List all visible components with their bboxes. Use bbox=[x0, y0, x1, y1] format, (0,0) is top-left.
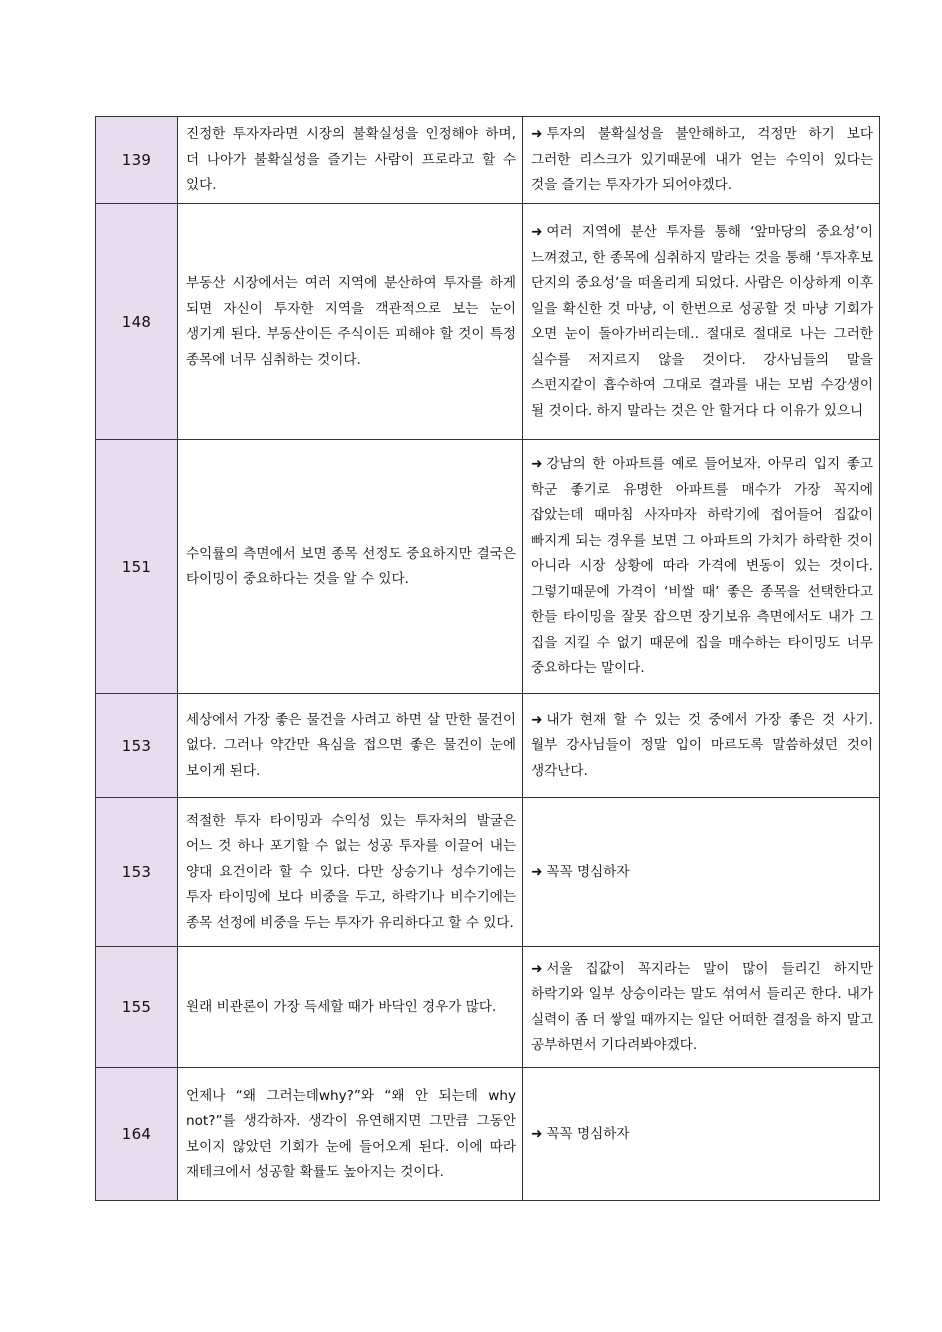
table-row bbox=[96, 440, 880, 694]
note-text: 내가 현재 할 수 있는 것 중에서 가장 좋은 것 사기. 월부 강사님들이 정말 입이 마르도록 말씀하셨던 것이 생각난다. bbox=[531, 711, 873, 779]
arrow-right-icon: ➜ bbox=[531, 126, 543, 143]
quote-cell: 적절한 투자 타이밍과 수익성 있는 투자처의 발굴은 어느 것 하나 포기할 수 없는 성공 투자를 이끌어 내는 양대 요건이라 할 수 있다. 다만 상승기나 성수기에는 투자 타이밍에 보다 비중을 두고, 하락기나 비수기에는 종목 선정에 비중을 두는 투자가 유리하다고 할 수 있다. bbox=[178, 798, 523, 947]
quote-cell: 원래 비관론이 가장 득세할 때가 바닥인 경우가 많다. bbox=[178, 947, 523, 1068]
note-cell bbox=[523, 1068, 880, 1201]
table-row bbox=[96, 947, 880, 1068]
arrow-right-icon: ➜ bbox=[531, 863, 543, 880]
quote-cell: 세상에서 가장 좋은 물건을 사려고 하면 살 만한 물건이 없다. 그러나 약간만 욕심을 접으면 좋은 물건이 눈에 보이게 된다. bbox=[178, 694, 523, 798]
reading-notes-table bbox=[95, 116, 880, 1201]
note-cell bbox=[523, 798, 880, 947]
note-text: 꼭꼭 명심하자 bbox=[546, 1125, 630, 1142]
note-cell bbox=[523, 117, 880, 204]
note-text: 여러 지역에 분산 투자를 통해 ‘앞마당의 중요성’이 느껴졌고, 한 종목에 심취하지 말라는 것을 통해 ‘투자후보 단지의 중요성’을 떠올리게 되었다. 사람은 이상하게 이후 일을 확신한 것 마냥, 이 한번으로 성공할 것 마냥 기회가 오면 눈이 돌아가버리는데.. 절대로 절대로 나는 그러한 실수를 저지르지 않을 것이다. 강사님들의 말을 스펀지같이 흡수하여 그대로 결과를 내는 모범 수강생이 될 것이다. 하지 말라는 것은 안 할거다 다 이유가 있으니 bbox=[531, 224, 873, 419]
page-number-cell: 139 bbox=[96, 117, 178, 204]
note-text: 강남의 한 아파트를 예로 들어보자. 아무리 입지 좋고 학군 좋기로 유명한 아파트를 매수가 가장 꼭지에 잡았는데 때마침 사자마자 하락기에 접어들어 집값이 빠지게 되는 경우를 보면 그 아파트의 가치가 하락한 것이 아니라 시장 상황에 따라 가격에 변동이 있는 것이다. 그렇기때문에 가격이 ‘비쌀 때’ 좋은 종목을 선택한다고 한들 타이밍을 잘못 잡으면 장기보유 측면에서도 내가 그 집을 지킬 수 없기 때문에 집을 매수하는 타이밍도 너무 중요하다는 말이다. bbox=[531, 456, 873, 677]
note-cell bbox=[523, 947, 880, 1068]
note-cell bbox=[523, 440, 880, 694]
page-number-cell: 155 bbox=[96, 947, 178, 1068]
arrow-right-icon: ➜ bbox=[531, 1125, 543, 1142]
arrow-right-icon: ➜ bbox=[531, 224, 543, 240]
quote-cell: 진정한 투자자라면 시장의 불확실성을 인정해야 하며, 더 나아가 불확실성을 즐기는 사람이 프로라고 할 수 있다. bbox=[178, 117, 523, 204]
note-text: 투자의 불확실성을 불안해하고, 걱정만 하기 보다 그러한 리스크가 있기때문에 내가 얻는 수익이 있다는 것을 즐기는 투자가가 되어야겠다. bbox=[531, 126, 873, 194]
quote-cell: 수익률의 측면에서 보면 종목 선정도 중요하지만 결국은 타이밍이 중요하다는 것을 알 수 있다. bbox=[178, 440, 523, 694]
table-row bbox=[96, 798, 880, 947]
quote-cell: 언제나 “왜 그러는데why?”와 “왜 안 되는데 why not?”를 생각하자. 생각이 유연해지면 그만큼 그동안 보이지 않았던 기회가 눈에 들어오게 된다. 이에 따라 재테크에서 성공할 확률도 높아지는 것이다. bbox=[178, 1068, 523, 1201]
table-row bbox=[96, 1068, 880, 1201]
arrow-right-icon: ➜ bbox=[531, 960, 543, 977]
note-cell bbox=[523, 694, 880, 798]
page-number-cell: 153 bbox=[96, 694, 178, 798]
table-row bbox=[96, 117, 880, 204]
page-number-cell: 151 bbox=[96, 440, 178, 694]
note-cell bbox=[523, 204, 880, 440]
note-text: 꼭꼭 명심하자 bbox=[546, 863, 630, 880]
table-row bbox=[96, 204, 880, 440]
table-row bbox=[96, 694, 880, 798]
note-text: 서울 집값이 꼭지라는 말이 많이 들리긴 하지만 하락기와 일부 상승이라는 말도 섞여서 들리곤 한다. 내가 실력이 좀 더 쌓일 때까지는 일단 어떠한 결정을 하지 말고 공부하면서 기다려봐야겠다. bbox=[531, 960, 873, 1053]
arrow-right-icon: ➜ bbox=[531, 456, 543, 473]
page-number-cell: 164 bbox=[96, 1068, 178, 1201]
page-number-cell: 148 bbox=[96, 204, 178, 440]
quote-cell: 부동산 시장에서는 여러 지역에 분산하여 투자를 하게 되면 자신이 투자한 지역을 객관적으로 보는 눈이 생기게 된다. 부동산이든 주식이든 피해야 할 것이 특정 종목에 너무 심취하는 것이다. bbox=[178, 204, 523, 440]
page-number-cell: 153 bbox=[96, 798, 178, 947]
arrow-right-icon: ➜ bbox=[531, 711, 543, 728]
